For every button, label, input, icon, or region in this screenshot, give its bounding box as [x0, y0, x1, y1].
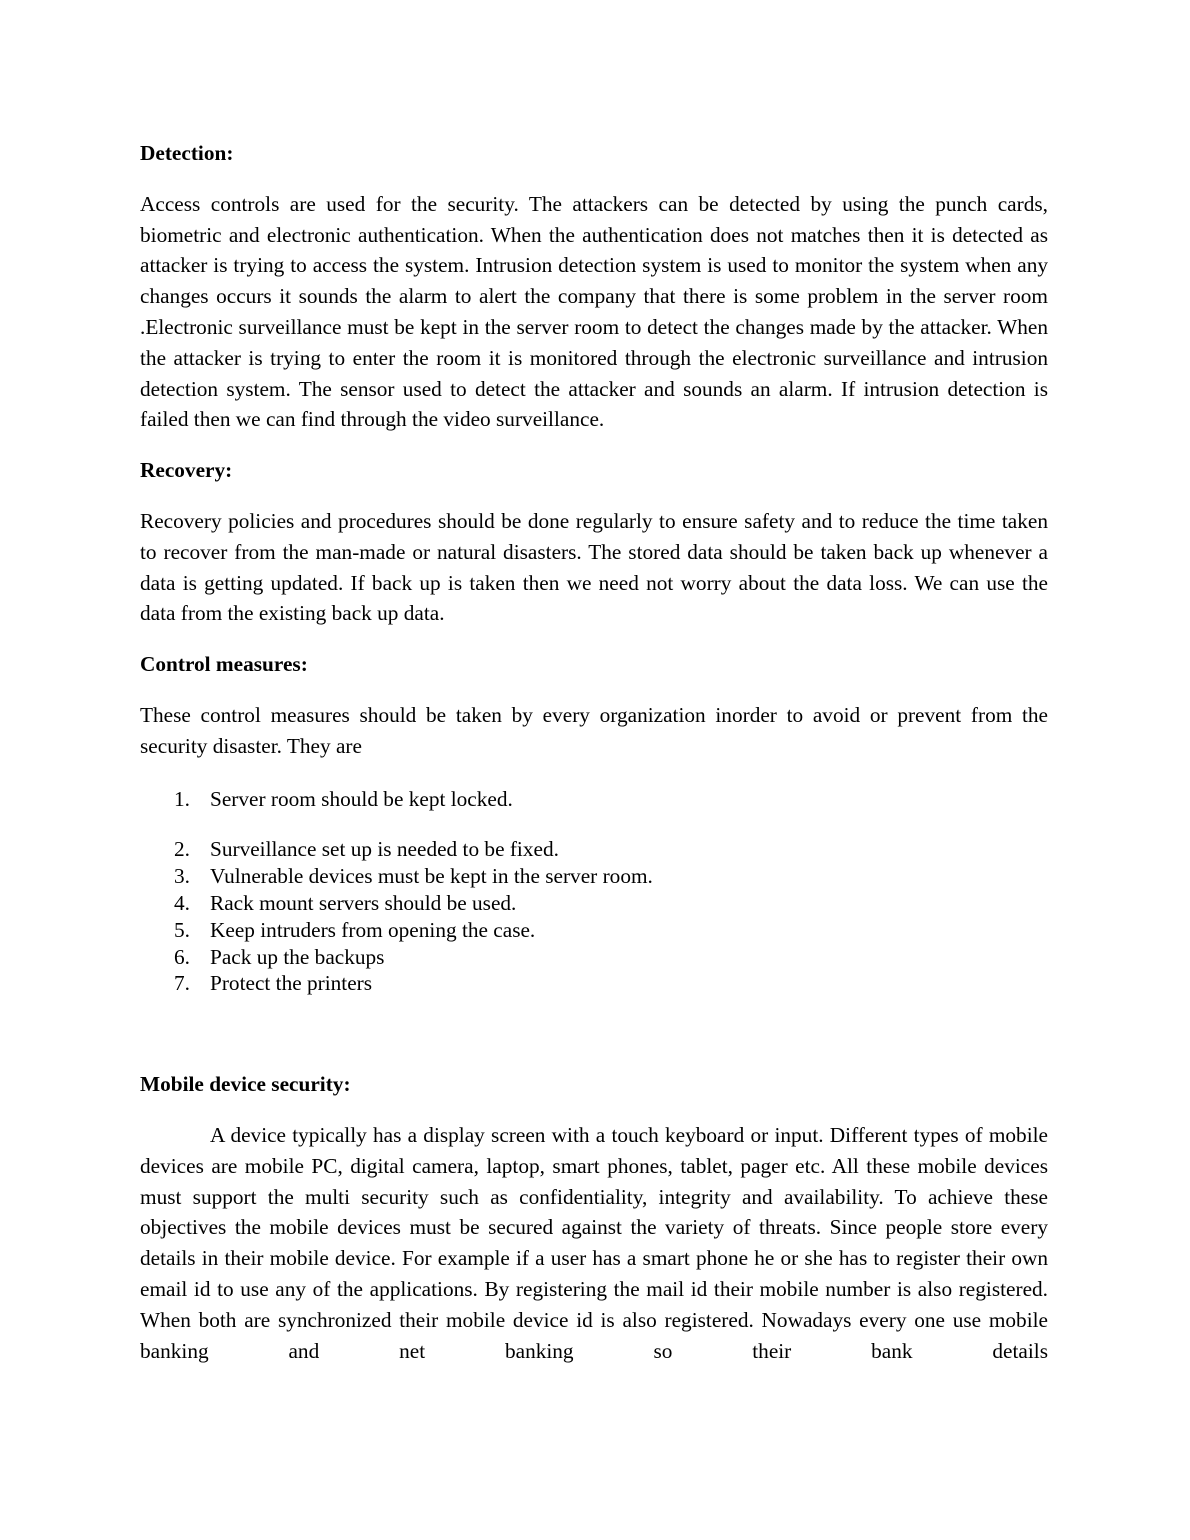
list-item	[140, 890, 1048, 917]
list-item	[140, 786, 1048, 813]
list-item-text: Server room should be kept locked.	[210, 786, 513, 811]
list-item-text: Surveillance set up is needed to be fixed.	[210, 837, 559, 862]
control-measures-paragraph: These control measures should be taken by every organization inorder to avoid or prevent from the security disaster. They are	[140, 702, 1048, 758]
mobile-security-paragraph: A device typically has a display screen with a touch keyboard or input. Different types of mobile devices are mobile PC, digital camera, laptop, smart phones, tablet, pager etc. All these mobile devices must support the multi security such as confidentiality, integrity and availability. To achieve these objectives the mobile devices must be secured against the variety of threats. Since people store every details in their mobile device. For example if a user has a smart phone he or she has to register their own email id to use any of the applications. By registering the mail id their mobile number is also registered. When both are synchronized their mobile device id is also registered. Nowadays every one use mobile banking and net banking so their bank details	[140, 1122, 1048, 1363]
list-item	[140, 836, 1048, 863]
list-item-number: 4.	[174, 890, 190, 915]
document-page	[140, 138, 1048, 1366]
recovery-paragraph: Recovery policies and procedures should be done regularly to ensure safety and to reduce the time taken to recover from the man-made or natural disasters. The stored data should be taken back up whenever a data is getting updated. If back up is taken then we need not worry about the data loss. We can use the data from the existing back up data.	[140, 508, 1048, 626]
list-item	[140, 944, 1048, 971]
list-item-number: 1.	[174, 786, 190, 811]
list-item	[140, 863, 1048, 890]
list-item-number: 2.	[174, 837, 190, 862]
list-item-text: Pack up the backups	[210, 944, 385, 969]
list-item-text: Protect the printers	[210, 971, 373, 996]
detection-heading: Detection:	[140, 141, 234, 165]
list-item-number: 3.	[174, 864, 190, 889]
detection-paragraph: Access controls are used for the security. The attackers can be detected by using the punch cards, biometric and electronic authentication. When the authentication does not matches then it is detected as attacker is trying to access the system. Intrusion detection system is used to monitor the system when any changes occurs it sounds the alarm to alert the company that there is some problem in the server room .Electronic surveillance must be kept in the server room to detect the changes made by the attacker. When the attacker is trying to enter the room it is monitored through the electronic surveillance and intrusion detection system. The sensor used to detect the attacker and sounds an alarm. If intrusion detection is failed then we can find through the video surveillance.	[140, 191, 1048, 432]
list-item-number: 6.	[174, 944, 190, 969]
list-item	[140, 917, 1048, 944]
list-item	[140, 970, 1048, 997]
recovery-heading: Recovery:	[140, 458, 233, 483]
list-item-number: 5.	[174, 917, 190, 942]
control-measures-heading: Control measures:	[140, 652, 308, 677]
list-item-number: 7.	[174, 971, 190, 996]
list-item-text: Vulnerable devices must be kept in the server room.	[210, 864, 653, 889]
mobile-security-heading: Mobile device security:	[140, 1072, 351, 1097]
list-item-text: Keep intruders from opening the case.	[210, 917, 536, 942]
control-measures-list	[140, 786, 1048, 998]
list-item-text: Rack mount servers should be used.	[210, 890, 517, 915]
